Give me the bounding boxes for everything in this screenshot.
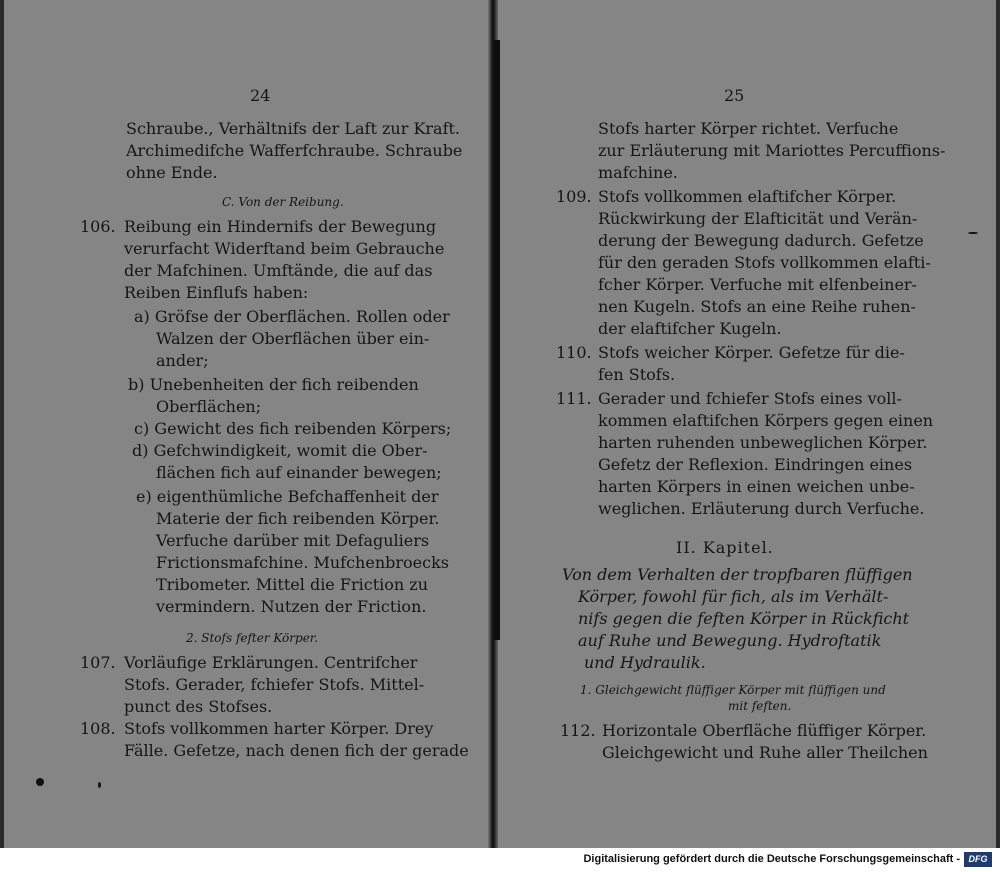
text-line: Rückwirkung der Elafticität und Verän- — [598, 209, 918, 228]
text-line: derung der Bewegung dadurch. Gefetze — [598, 231, 924, 250]
text-line: vermindern. Nutzen der Friction. — [156, 597, 427, 616]
text-line: d) Gefchwindigkeit, womit die Ober- — [132, 441, 428, 460]
text-line: weglichen. Erläuterung durch Verfuche. — [598, 499, 925, 518]
left-page — [0, 0, 488, 848]
paragraph-number: 107. — [80, 653, 116, 672]
digitization-footer — [0, 848, 1000, 872]
section-heading: mit feften. — [728, 699, 792, 713]
text-line: Verfuche darüber mit Defaguliers — [156, 531, 430, 550]
text-line: der Mafchinen. Umftände, die auf das — [124, 261, 433, 280]
text-line: nen Kugeln. Stofs an eine Reihe ruhen- — [598, 297, 916, 316]
section-heading: C. Von der Reibung. — [222, 195, 344, 209]
text-line: Stofs weicher Körper. Gefetze für die- — [598, 343, 905, 362]
page-edge-right — [996, 0, 1000, 848]
text-line: Stofs. Gerader, fchiefer Stofs. Mittel- — [124, 675, 425, 694]
paragraph-number: 111. — [556, 389, 592, 408]
paragraph-number: 106. — [80, 217, 116, 236]
paragraph-number: 110. — [556, 343, 592, 362]
text-line: harten Körpers in einen weichen unbe- — [598, 477, 915, 496]
page-number: 24 — [250, 86, 271, 105]
text-line: Gerader und fchiefer Stofs eines voll- — [598, 389, 902, 408]
text-line: ohne Ende. — [126, 163, 218, 182]
text-line: mafchine. — [598, 163, 678, 182]
text-line: Gefetz der Reflexion. Eindringen eines — [598, 455, 913, 474]
dfg-logo: DFG — [964, 852, 992, 867]
text-line: für den geraden Stofs vollkommen elafti- — [598, 253, 931, 272]
text-line: Frictionsmafchine. Mufchenbroecks — [156, 553, 449, 572]
chapter-heading: II. Kapitel. — [676, 538, 774, 557]
text-line: Stofs vollkommen elaftifcher Körper. — [598, 187, 897, 206]
text-line: fcher Körper. Verfuche mit elfenbeiner- — [598, 275, 917, 294]
paragraph-number: 109. — [556, 187, 592, 206]
text-line: harten ruhenden unbeweglichen Körper. — [598, 433, 928, 452]
text-line: Reibung ein Hindernifs der Bewegung — [124, 217, 437, 236]
text-line: Vorläufige Erklärungen. Centrifcher — [124, 653, 418, 672]
text-line: a) Gröfse der Oberflächen. Rollen oder — [134, 307, 450, 326]
paragraph-number: 112. — [560, 721, 596, 740]
text-line: Oberflächen; — [156, 397, 262, 416]
chapter-title-line: nifs gegen die feften Körper in Rückficht — [578, 609, 910, 628]
text-line: Reiben Einflufs haben: — [124, 283, 309, 302]
text-line: zur Erläuterung mit Mariottes Percuffions- — [598, 141, 946, 160]
text-line: kommen elaftifchen Körpers gegen einen — [598, 411, 934, 430]
chapter-title-line: Körper, fowohl für fich, als im Verhält- — [578, 587, 889, 606]
right-page — [498, 0, 996, 848]
text-line: Stofs harter Körper richtet. Verfuche — [598, 119, 899, 138]
section-heading: 2. Stofs fefter Körper. — [186, 631, 319, 645]
text-line: Archimedifche Wafferfchraube. Schraube — [126, 141, 463, 160]
text-line: verurfacht Widerftand beim Gebrauche — [124, 239, 445, 258]
chapter-title-line: und Hydraulik. — [584, 653, 706, 672]
text-line: ander; — [156, 351, 209, 370]
section-heading: 1. Gleichgewicht flüffiger Körper mit flüffigen und — [580, 683, 886, 697]
page-number: 25 — [724, 86, 745, 105]
text-line: c) Gewicht des fich reibenden Körpers; — [134, 419, 452, 438]
text-line: Stofs vollkommen harter Körper. Drey — [124, 719, 434, 738]
text-line: der elaftifcher Kugeln. — [598, 319, 782, 338]
funding-notice: Digitalisierung gefördert durch die Deutsche Forschungsgemeinschaft - — [583, 853, 960, 865]
text-line: Walzen der Oberflächen über ein- — [156, 329, 430, 348]
text-line: Horizontale Oberfläche flüffiger Körper. — [602, 721, 927, 740]
text-line: e) eigenthümliche Befchaffenheit der — [136, 487, 439, 506]
text-line: fen Stofs. — [598, 365, 676, 384]
chapter-title-line: Von dem Verhalten der tropfbaren flüffigen — [562, 565, 913, 584]
text-line: punct des Stofses. — [124, 697, 273, 716]
text-line: Tribometer. Mittel die Friction zu — [156, 575, 428, 594]
text-line: flächen fich auf einander bewegen; — [156, 463, 442, 482]
text-line: Fälle. Gefetze, nach denen fich der gerade — [124, 741, 469, 760]
text-line: Schraube., Verhältnifs der Laft zur Kraft. — [126, 119, 461, 138]
text-line: Materie der fich reibenden Körper. — [156, 509, 440, 528]
chapter-title-line: auf Ruhe und Bewegung. Hydroftatik — [578, 631, 882, 650]
text-line: b) Unebenheiten der fich reibenden — [128, 375, 419, 394]
text-line: Gleichgewicht und Ruhe aller Theilchen — [602, 743, 928, 762]
paragraph-number: 108. — [80, 719, 116, 738]
